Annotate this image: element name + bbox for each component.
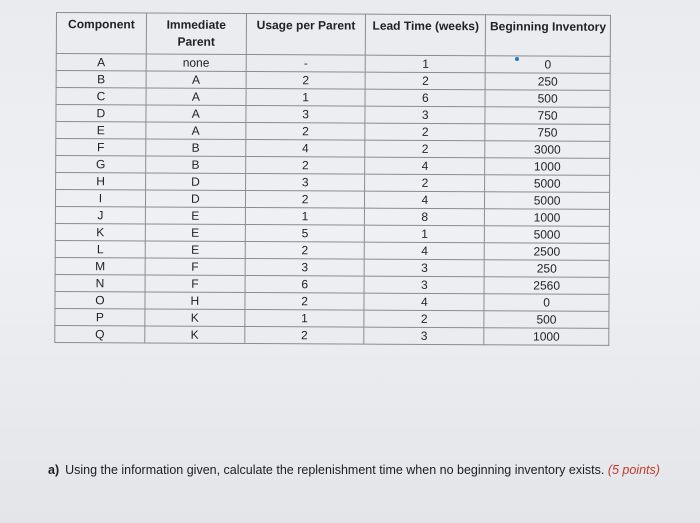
table-body: [55, 54, 611, 346]
header-row: [56, 13, 610, 57]
cell-usage: 1: [245, 309, 365, 327]
cell-inventory: 750: [485, 124, 610, 142]
cell-component: I: [55, 190, 145, 207]
cell-parent: A: [146, 105, 246, 123]
cell-lead-time: 4: [365, 157, 485, 175]
cell-parent: A: [146, 122, 246, 140]
cell-parent: D: [145, 190, 245, 208]
cell-lead-time: 2: [365, 123, 485, 141]
header-lead-time: Lead Time (weeks): [366, 14, 486, 56]
header-usage-per-parent: Usage per Parent: [246, 13, 366, 55]
cell-inventory: 250: [485, 73, 610, 91]
cell-component: B: [56, 71, 146, 88]
bom-table: [54, 12, 611, 346]
cell-inventory: 5000: [485, 192, 610, 210]
cell-lead-time: 3: [364, 327, 484, 345]
cell-lead-time: 8: [365, 208, 485, 226]
cell-usage: 4: [246, 139, 366, 157]
cell-inventory: 2500: [484, 243, 609, 261]
cell-parent: E: [145, 224, 245, 242]
cell-usage: 3: [245, 173, 365, 191]
cell-usage: 1: [246, 88, 366, 106]
cell-component: Q: [55, 325, 145, 342]
cell-parent: none: [146, 54, 246, 72]
marker-dot: [515, 57, 519, 61]
cell-usage: 3: [245, 258, 365, 276]
cell-inventory: 0: [485, 56, 610, 74]
cell-lead-time: 6: [365, 89, 485, 107]
cell-component: F: [56, 139, 146, 156]
cell-lead-time: 1: [366, 55, 486, 73]
cell-parent: A: [146, 88, 246, 106]
cell-parent: F: [145, 275, 245, 293]
cell-parent: E: [145, 241, 245, 259]
header-immediate-parent: Immediate Parent: [146, 13, 246, 55]
cell-component: P: [55, 308, 145, 325]
cell-lead-time: 1: [365, 225, 485, 243]
cell-parent: D: [145, 173, 245, 191]
cell-component: H: [56, 173, 146, 190]
cell-component: K: [55, 223, 145, 240]
cell-inventory: 1000: [485, 158, 610, 176]
cell-parent: A: [146, 71, 246, 89]
cell-parent: K: [145, 309, 245, 327]
question-text: Using the information given, calculate the replenishment time when no beginning inventory exists.: [65, 463, 605, 477]
cell-usage: 2: [245, 292, 365, 310]
cell-parent: E: [145, 207, 245, 225]
cell-inventory: 250: [484, 260, 609, 278]
cell-usage: 3: [246, 105, 366, 123]
cell-lead-time: 4: [365, 242, 485, 260]
cell-usage: 2: [245, 241, 365, 259]
cell-inventory: 5000: [485, 226, 610, 244]
cell-lead-time: 3: [365, 259, 485, 277]
cell-usage: 2: [245, 190, 365, 208]
cell-component: C: [56, 88, 146, 105]
cell-component: J: [55, 206, 145, 223]
cell-usage: 2: [246, 122, 366, 140]
cell-component: A: [56, 54, 146, 71]
cell-usage: 6: [245, 275, 365, 293]
cell-usage: 2: [246, 71, 366, 89]
cell-component: O: [55, 291, 145, 308]
question-label: a): [48, 463, 60, 477]
cell-parent: B: [146, 139, 246, 157]
cell-lead-time: 4: [364, 293, 484, 311]
cell-component: E: [56, 122, 146, 139]
cell-inventory: 750: [485, 107, 610, 125]
cell-inventory: 0: [484, 294, 609, 312]
cell-parent: K: [145, 326, 245, 344]
cell-inventory: 3000: [485, 141, 610, 159]
cell-component: G: [56, 156, 146, 173]
cell-lead-time: 2: [365, 174, 485, 192]
cell-parent: B: [146, 156, 246, 174]
cell-lead-time: 3: [365, 276, 485, 294]
cell-inventory: 2560: [484, 277, 609, 295]
cell-usage: 1: [245, 207, 365, 225]
cell-parent: F: [145, 258, 245, 276]
cell-lead-time: 4: [365, 191, 485, 209]
cell-inventory: 500: [484, 311, 609, 329]
cell-inventory: 1000: [484, 328, 609, 346]
cell-component: N: [55, 274, 145, 291]
cell-lead-time: 2: [364, 310, 484, 328]
cell-usage: 2: [245, 326, 365, 344]
header-component: Component: [56, 13, 146, 54]
cell-lead-time: 2: [366, 72, 486, 90]
cell-parent: H: [145, 292, 245, 310]
cell-usage: 5: [245, 224, 365, 242]
header-beginning-inventory: Beginning Inventory: [485, 15, 610, 57]
cell-lead-time: 3: [365, 106, 485, 124]
cell-usage: 2: [245, 156, 365, 174]
cell-component: M: [55, 257, 145, 274]
question-points: (5 points): [607, 463, 660, 477]
table-row: [55, 325, 609, 345]
cell-component: D: [56, 105, 146, 122]
question-a: [48, 462, 678, 479]
cell-usage: -: [246, 54, 366, 72]
bom-table-container: [54, 12, 611, 346]
cell-component: L: [55, 240, 145, 257]
cell-inventory: 1000: [485, 209, 610, 227]
cell-inventory: 5000: [485, 175, 610, 193]
cell-inventory: 500: [485, 90, 610, 108]
cell-lead-time: 2: [365, 140, 485, 158]
